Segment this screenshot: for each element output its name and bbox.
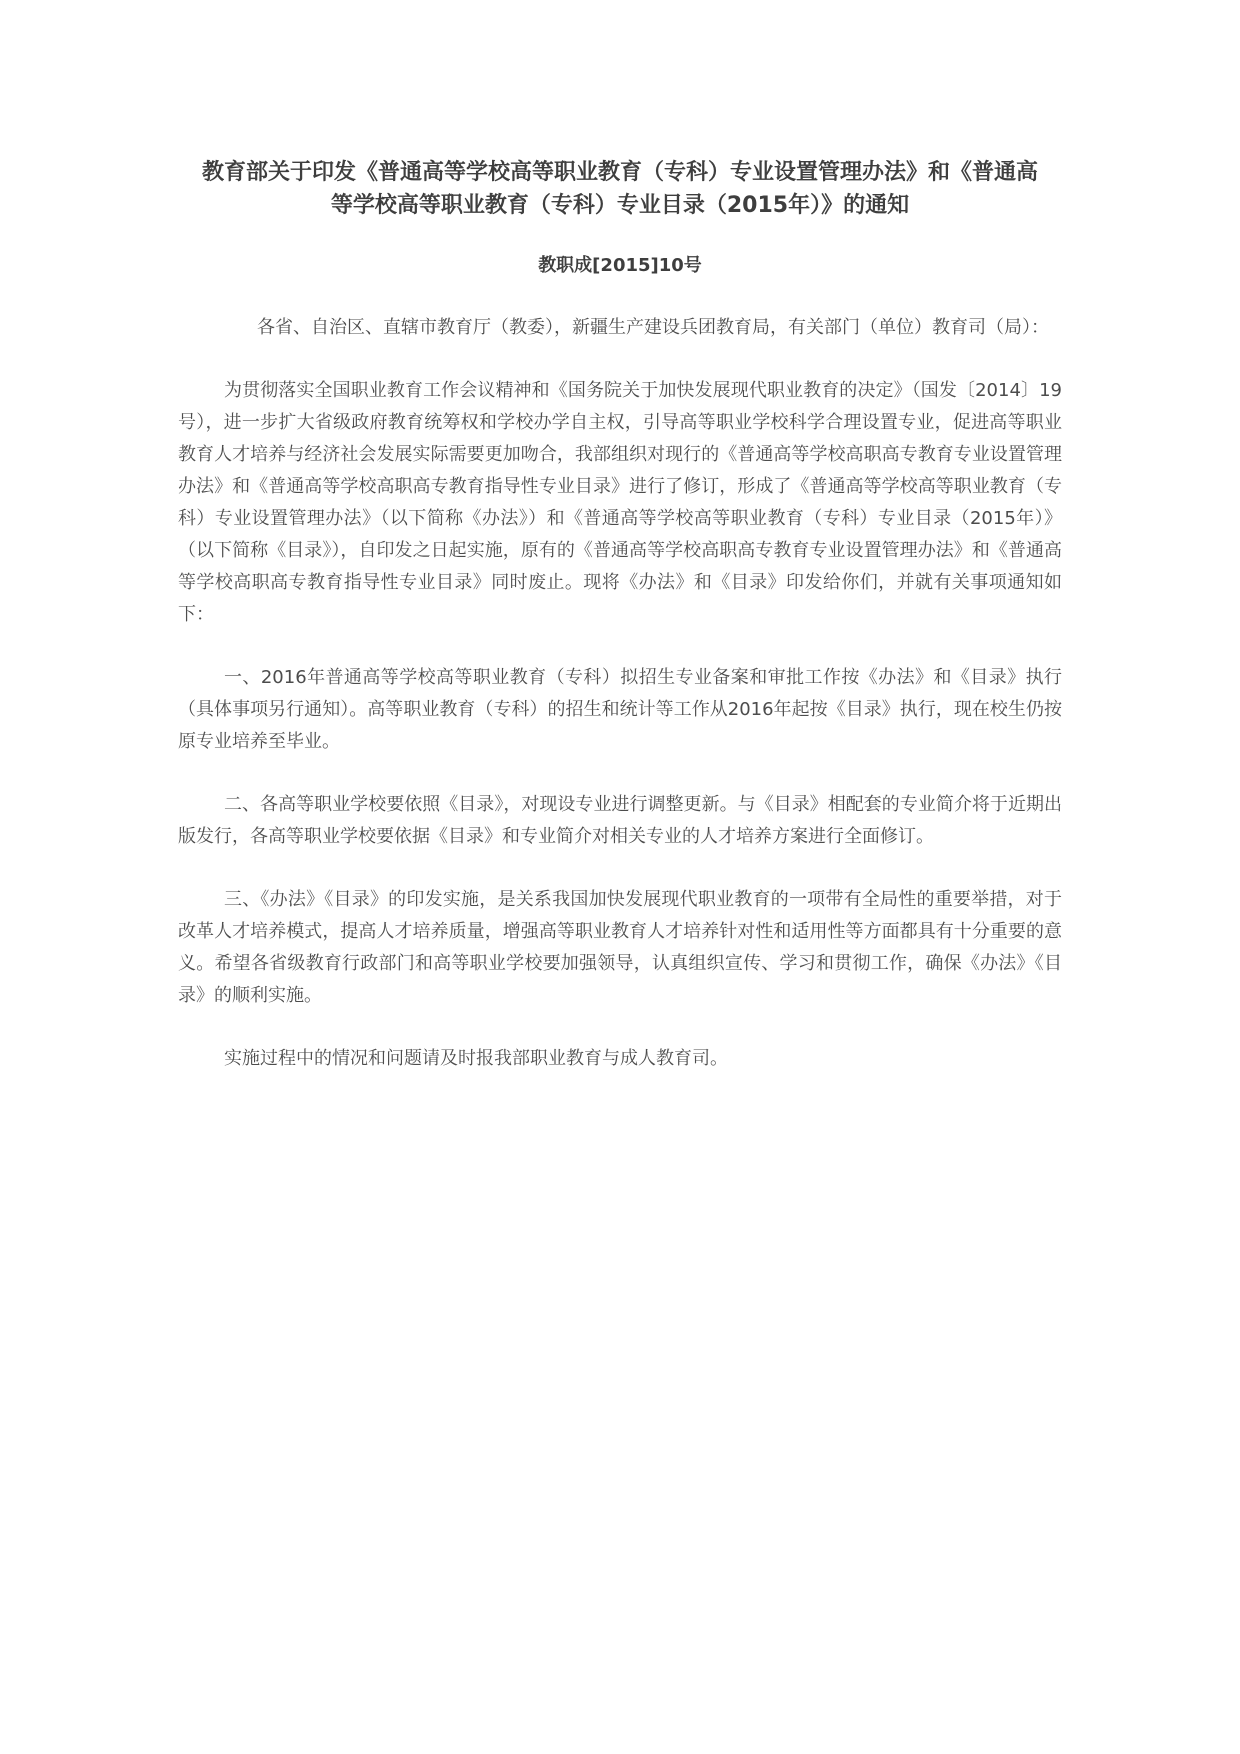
paragraph-item-2: 二、各高等职业学校要依照《目录》，对现设专业进行调整更新。与《目录》相配套的专业简介将于近期出版发行，各高等职业学校要依据《目录》和专业简介对相关专业的人才培养方案进行全面修订。 — [178, 794, 1062, 847]
document-content — [178, 156, 1062, 1075]
document-title: 教育部关于印发《普通高等学校高等职业教育（专科）专业设置管理办法》和《普通高等学校高等职业教育（专科）专业目录（2015年）》的通知 — [202, 160, 1039, 218]
paragraph-item-3: 三、《办法》《目录》的印发实施，是关系我国加快发展现代职业教育的一项带有全局性的重要举措，对于改革人才培养模式，提高人才培养质量，增强高等职业教育人才培养针对性和适用性等方面都具有十分重要的意义。希望各省级教育行政部门和高等职业学校要加强领导，认真组织宣传、学习和贯彻工作，确保《办法》《目录》的顺利实施。 — [178, 889, 1062, 1006]
paragraph-item-1: 一、2016年普通高等学校高等职业教育（专科）拟招生专业备案和审批工作按《办法》和《目录》执行（具体事项另行通知）。高等职业教育（专科）的招生和统计等工作从2016年起按《目录》执行，现在校生仍按原专业培养至毕业。 — [178, 667, 1062, 752]
paragraph-closing: 实施过程中的情况和问题请及时报我部职业教育与成人教育司。 — [224, 1048, 728, 1069]
document-number: 教职成[2015]10号 — [538, 255, 702, 276]
addressee-line: 各省、自治区、直辖市教育厅（教委），新疆生产建设兵团教育局，有关部门（单位）教育司（局）： — [257, 317, 1049, 338]
paragraph-intro: 为贯彻落实全国职业教育工作会议精神和《国务院关于加快发展现代职业教育的决定》（国发〔2014〕19号），进一步扩大省级政府教育统筹权和学校办学自主权，引导高等职业学校科学合理设置专业，促进高等职业教育人才培养与经济社会发展实际需要更加吻合，我部组织对现行的《普通高等学校高职高专教育专业设置管理办法》和《普通高等学校高职高专教育指导性专业目录》进行了修订，形成了《普通高等学校高等职业教育（专科）专业设置管理办法》（以下简称《办法》）和《普通高等学校高等职业教育（专科）专业目录（2015年）》（以下简称《目录》），自印发之日起实施，原有的《普通高等学校高职高专教育专业设置管理办法》和《普通高等学校高职高专教育指导性专业目录》同时废止。现将《办法》和《目录》印发给你们，并就有关事项通知如下： — [178, 380, 1062, 625]
